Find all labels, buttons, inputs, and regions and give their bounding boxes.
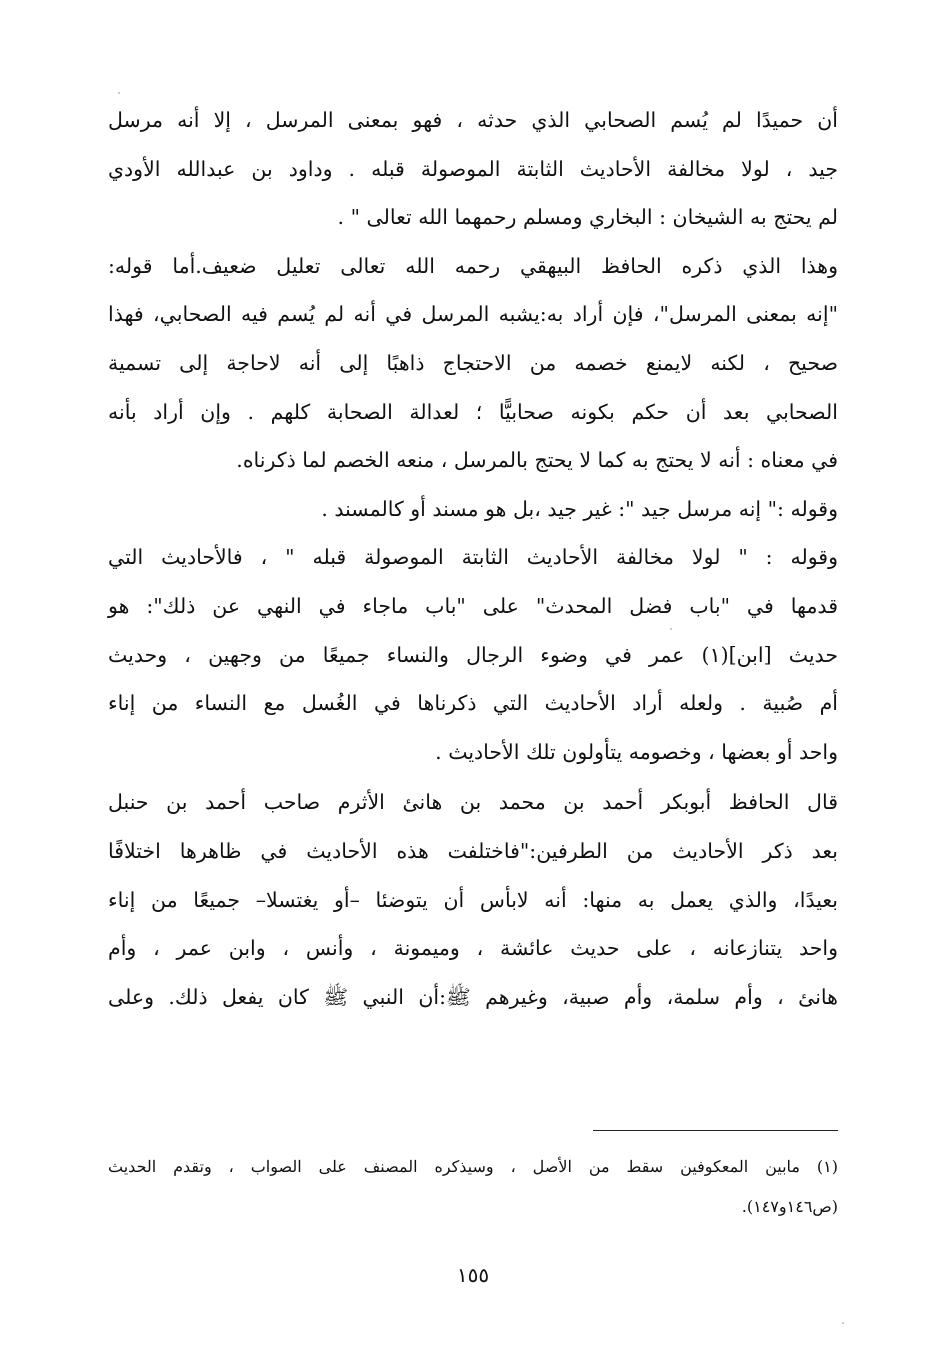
scan-speck <box>670 628 672 630</box>
text-line: هانئ ، وأم سلمة، وأم صبية، وغيرهم ﷺ:أن النبي ﷺ كان يفعل ذلك. وعلى <box>108 984 838 1009</box>
footnote-line: (١) مابين المعكوفين سقط من الأصل ، وسيذكره المصنف على الصواب ، وتقدم الحديث <box>108 1157 838 1176</box>
page-number: ١٥٥ <box>456 1263 490 1287</box>
body-text <box>108 96 838 1021</box>
text-line: واحد أو بعضها ، وخصومه يتأولون تلك الأحاديث . <box>435 739 838 764</box>
text-line: أم صُبية . ولعله أراد الأحاديث التي ذكرناها في الغُسل مع النساء من إناء <box>108 691 839 716</box>
text-line: وهذا الذي ذكره الحافظ البيهقي رحمه الله تعالى تعليل ضعيف.أما قوله: <box>108 253 838 278</box>
text-line: واحد يتنازعانه ، على حديث عائشة ، وميمونة ، وأنس ، وابن عمر ، وأم <box>108 936 838 961</box>
text-line: صحيح ، لكنه لايمنع خصمه من الاحتجاج ذاهبًا إلى أنه لاحاجة إلى تسمية <box>108 350 838 375</box>
text-line: "إنه بمعنى المرسل"، فإن أراد به:يشبه المرسل في أنه لم يُسم فيه الصحابي، فهذا <box>108 302 838 327</box>
text-line: الصحابي بعد أن حكم بكونه صحابيًّا ؛ لعدالة الصحابة كلهم . وإن أراد بأنه <box>108 399 838 424</box>
text-line: أن حميدًا لم يُسم الصحابي الذي حدثه ، فهو بمعنى المرسل ، إلا أنه مرسل <box>108 108 838 132</box>
text-line: وقوله :" إنه مرسل جيد ": غير جيد ،بل هو مسند أو كالمسند . <box>321 496 838 521</box>
footnote-line: (ص١٤٦و١٤٧). <box>741 1197 838 1216</box>
scan-speck <box>118 92 120 94</box>
text-line: في معناه : أنه لا يحتج به كما لا يحتج بالمرسل ، منعه الخصم لما ذكرناه. <box>236 448 838 473</box>
text-line: لم يحتج به الشيخان : البخاري ومسلم رحمهما الله تعالى " . <box>337 205 838 230</box>
text-line: قدمها في "باب فضل المحدث" على "باب ماجاء في النهي عن ذلك": هو <box>108 593 838 618</box>
scan-speck <box>842 1322 844 1324</box>
footnote-separator <box>593 1130 838 1131</box>
text-line: حديث [ابن](١) عمر في وضوء الرجال والنساء جميعًا من وجهين ، وحديث <box>108 642 838 667</box>
footnotes <box>108 1147 838 1227</box>
text-line: وقوله : " لولا مخالفة الأحاديث الثابتة الموصولة قبله " ، فالأحاديث التي <box>108 545 838 570</box>
text-line: بعيدًا، والذي يعمل به منها: أنه لابأس أن يتوضئا –أو يغتسلا– جميعًا من إناء <box>108 887 838 912</box>
text-line: بعد ذكر الأحاديث من الطرفين:"فاختلفت هذه الأحاديث في ظاهرها اختلافًا <box>108 838 838 863</box>
text-line: جيد ، لولا مخالفة الأحاديث الثابتة الموصولة قبله . وداود بن عبدالله الأودي <box>108 156 838 181</box>
text-line: قال الحافظ أبوبكر أحمد بن محمد بن هانئ الأثرم صاحب أحمد بن حنبل <box>108 790 838 815</box>
